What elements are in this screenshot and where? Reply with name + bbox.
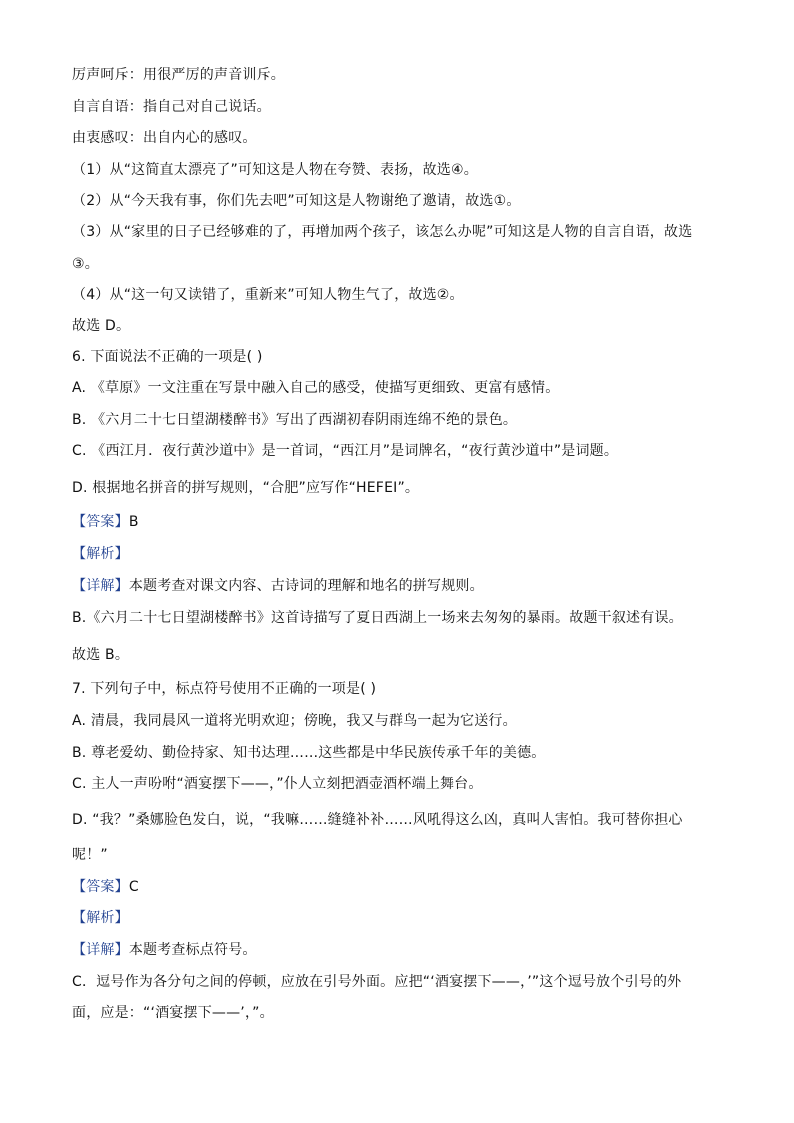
question-7-stem: 7. 下列句子中，标点符号使用不正确的一项是( ): [72, 681, 377, 697]
definition-line: 自言自语：指自己对自己说话。: [72, 99, 271, 115]
question-6-option-a: A. 《草原》一文注重在写景中融入自己的感受，使描写更细致、更富有感情。: [72, 380, 560, 396]
analysis-tag: 【解析】: [72, 546, 129, 562]
question-6-option-d: D. 根据地名拼音的拼写规则，“合肥”应写作“HEFEI”。: [72, 480, 420, 496]
question-7-analysis: [72, 908, 734, 928]
answer-tag: 【答案】: [72, 514, 129, 530]
question-6-conclusion: 故选 B。: [72, 647, 130, 663]
explanation-line: （4）从“这一句又读错了，重新来”可知人物生气了，故选②。: [72, 287, 464, 303]
answer-tag: 【答案】: [72, 879, 129, 895]
question-6-detail: [72, 576, 734, 596]
question-7-option-c: C. 主人一声吩咐“酒宴摆下——，”仆人立刻把酒壶酒杯端上舞台。: [72, 776, 483, 792]
question-7-option-b: B. 尊老爱幼、勤俭持家、知书达理……这些都是中华民族传承千年的美德。: [72, 745, 546, 761]
detail-tag: 【详解】: [72, 578, 129, 594]
question-6-answer: [72, 512, 734, 532]
detail-text: 本题考查对课文内容、古诗词的理解和地名的拼写规则。: [128, 578, 484, 594]
question-6-stem: 6. 下面说法不正确的一项是( ): [72, 349, 263, 365]
analysis-tag: 【解析】: [72, 910, 129, 926]
answer-value: C: [128, 879, 139, 895]
question-7-explanation: C．逗号作为各分句之间的停顿，应放在引号外面。应把“‘酒宴摆下——，’”这个逗号放个引号的外: [72, 974, 682, 990]
question-7-option-d-continued: 呢！”: [72, 847, 108, 863]
detail-text: 本题考查标点符号。: [128, 942, 257, 958]
question-6-analysis: [72, 544, 734, 564]
conclusion-line: 故选 D。: [72, 318, 131, 334]
question-6-explanation: B.《六月二十七日望湖楼醉书》这首诗描写了夏日西湖上一场来去匆匆的暴雨。故题干叙述有误。: [72, 610, 683, 626]
question-7-explanation-continued: 面，应是：“‘酒宴摆下——’，”。: [72, 1005, 274, 1021]
explanation-line: （3）从“家里的日子已经够难的了，再增加两个孩子，该怎么办呢”可知这是人物的自言自语，故选: [72, 224, 693, 240]
explanation-line: （2）从“今天我有事，你们先去吧”可知这是人物谢绝了邀请，故选①。: [72, 193, 521, 209]
question-6-option-b: B. 《六月二十七日望湖楼醉书》写出了西湖初春阴雨连绵不绝的景色。: [72, 412, 518, 428]
answer-value: B: [128, 514, 139, 530]
definition-line: 厉声呵斥：用很严厉的声音训斥。: [72, 67, 285, 83]
definition-line: 由衷感叹：出自内心的感叹。: [72, 130, 257, 146]
question-7-detail: [72, 940, 734, 960]
question-6-option-c: C. 《西江月．夜行黄沙道中》是一首词，“西江月”是词牌名，“夜行黄沙道中”是词题。: [72, 443, 619, 459]
question-7-option-d: D. “我？”桑娜脸色发白，说，“我嘛……缝缝补补……风吼得这么凶，真叫人害怕。我可替你担心: [72, 812, 683, 828]
explanation-line: （1）从“这简直太漂亮了”可知这是人物在夸赞、表扬，故选④。: [72, 162, 478, 178]
question-7-answer: [72, 877, 734, 897]
explanation-line: ③。: [72, 256, 99, 272]
detail-tag: 【详解】: [72, 942, 129, 958]
question-7-option-a: A. 清晨，我同晨风一道将光明欢迎；傍晚，我又与群鸟一起为它送行。: [72, 713, 517, 729]
